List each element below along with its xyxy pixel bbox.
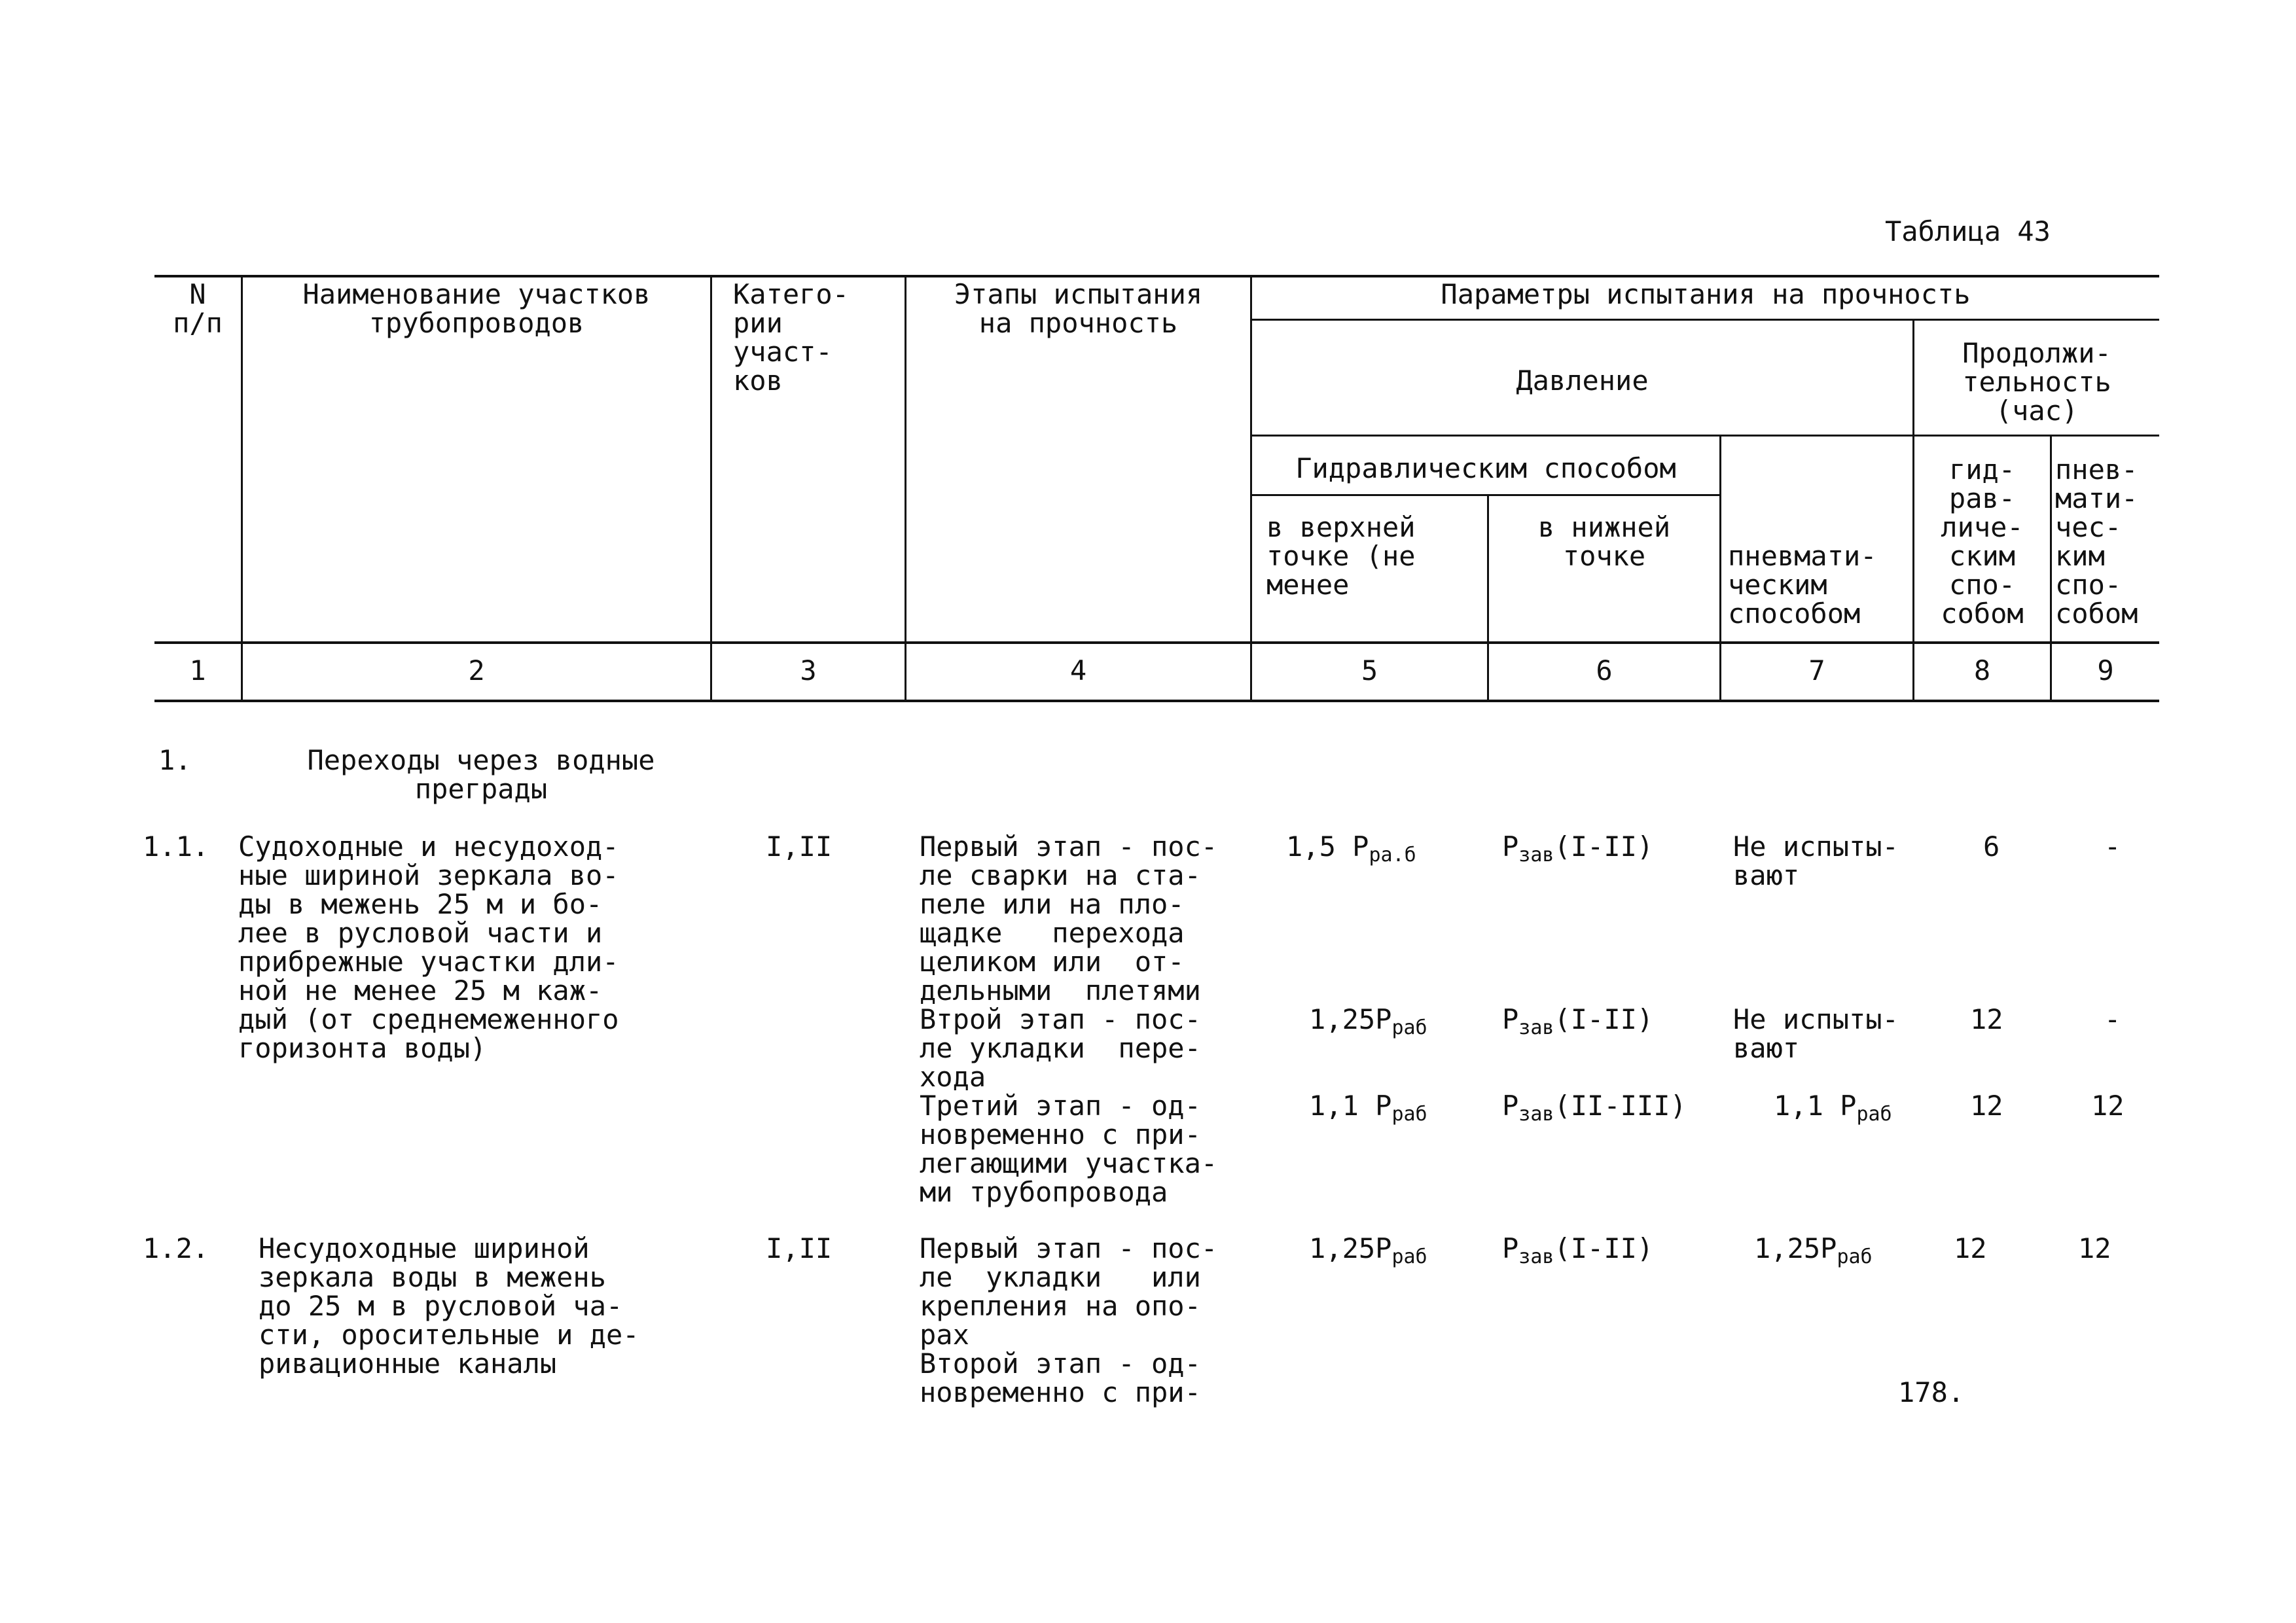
vline-1 (241, 275, 243, 701)
header-col-category: Катего- рии участ- ков (733, 278, 850, 397)
col-number: 2 (468, 654, 485, 687)
stage-text: Втрой этап - пос- ле укладки пере- хода (920, 1003, 1201, 1093)
col-number: 4 (1069, 654, 1087, 687)
bottom-point-pressure: $P_{зав}(II-III)$ (1502, 1090, 1687, 1126)
header-top-line (154, 275, 2159, 277)
stage-text: Первый этап - пос- ле сварки на ста- пеле или на пло- щадке перехода целиком или от- дельными плетями (920, 830, 1218, 1007)
params-bottom-line (1250, 319, 2159, 321)
row-number: 1.2. (143, 1232, 209, 1264)
header-group-duration: Продолжи- тельность (час) (1962, 337, 2111, 427)
header-group-hydraulic: Гидравлическим способом (1295, 452, 1676, 484)
duration-pneumatic: - (2104, 830, 2121, 863)
header-group-params: Параметры испытания на прочность (1441, 278, 1971, 310)
col-number: 5 (1361, 654, 1378, 687)
section-title: Переходы через водные преграды (307, 744, 655, 805)
vline-2 (710, 275, 712, 701)
col-number: 6 (1596, 654, 1613, 687)
section-number: 1. (158, 744, 192, 776)
pneumatic-value: $1,25P_{раб}$ (1754, 1232, 1873, 1268)
top-point-pressure: 1,5 $P_{ра.б}$ (1286, 830, 1416, 866)
header-col-name: Наименование участков трубопроводов (302, 278, 651, 339)
stage-text: Второй этап - од- новременно с при- (920, 1347, 1201, 1408)
vline-4 (1250, 275, 1252, 701)
row-name: Судоходные и несудоход- ные шириной зеркала во- ды в межень 25 м и бо- лее в русловой части и прибрежные участки дли- ной не менее 25 м каж- дый (от среднемеженного горизонта воды) (238, 830, 619, 1064)
page-number: 178. (1898, 1376, 1965, 1408)
top-point-pressure: 1,1 $P_{раб}$ (1309, 1090, 1427, 1126)
stage-text: Третий этап - од- новременно с при- легающими участка- ми трубопровода (920, 1090, 1218, 1208)
duration-hydraulic: 12 (1970, 1090, 2003, 1122)
header-col-top-point: в верхней точке (не менее (1266, 511, 1416, 601)
numbers-bottom-line (154, 700, 2159, 702)
header-col-dur-pneumatic: пнев- мати- чес- ким спо- собом (2055, 454, 2138, 630)
header-bottom-line (154, 641, 2159, 644)
duration-hydraulic: 12 (1970, 1003, 2003, 1035)
bottom-point-pressure: $P_{зав}(I-II)$ (1502, 1003, 1654, 1039)
header-col-num: N п/п (173, 278, 223, 339)
row-category: I,II (766, 1232, 833, 1264)
pneumatic-value: Не испыты- вают (1733, 830, 1899, 891)
row-name: Несудоходные шириной зеркала воды в межень до 25 м в русловой ча- сти, оросительные и де- ривационные каналы (259, 1232, 639, 1380)
stage-text: Первый этап - пос- ле укладки или крепления на опо- рах (920, 1232, 1218, 1351)
pneumatic-value: 1,1 $P_{раб}$ (1774, 1090, 1892, 1126)
top-point-pressure: $1,25P_{раб}$ (1309, 1003, 1427, 1039)
header-col-stages: Этапы испытания на прочность (954, 278, 1203, 339)
row-category: I,II (766, 830, 833, 863)
duration-hydraulic: 12 (1954, 1232, 1987, 1264)
bottom-point-pressure: $P_{зав}(I-II)$ (1502, 830, 1654, 866)
header-col-dur-hydraulic: гид- рав- личе- ским спо- собом (1941, 454, 2024, 630)
col-number: 1 (189, 654, 206, 687)
col-number: 9 (2097, 654, 2114, 687)
header-group-pressure: Давление (1516, 365, 1649, 397)
top-point-pressure: $1,25P_{раб}$ (1309, 1232, 1427, 1268)
col-number: 7 (1808, 654, 1825, 687)
hydraulic-bottom-line (1250, 494, 1719, 496)
table-caption: Таблица 43 (1885, 215, 2051, 247)
col-number: 8 (1973, 654, 1991, 687)
header-col-bottom-point: в нижней точке (1537, 511, 1671, 572)
duration-pneumatic: 12 (2078, 1232, 2111, 1264)
pneumatic-value: Не испыты- вают (1733, 1003, 1899, 1064)
duration-pneumatic: - (2104, 1003, 2121, 1035)
duration-hydraulic: 6 (1983, 830, 2000, 863)
row-number: 1.1. (143, 830, 209, 863)
pressure-bottom-line (1250, 435, 2159, 437)
header-col-pneumatic: пневмати- ческим способом (1728, 540, 1877, 630)
col-number: 3 (800, 654, 817, 687)
duration-pneumatic: 12 (2091, 1090, 2125, 1122)
bottom-point-pressure: $P_{зав}(I-II)$ (1502, 1232, 1654, 1268)
vline-3 (905, 275, 906, 701)
